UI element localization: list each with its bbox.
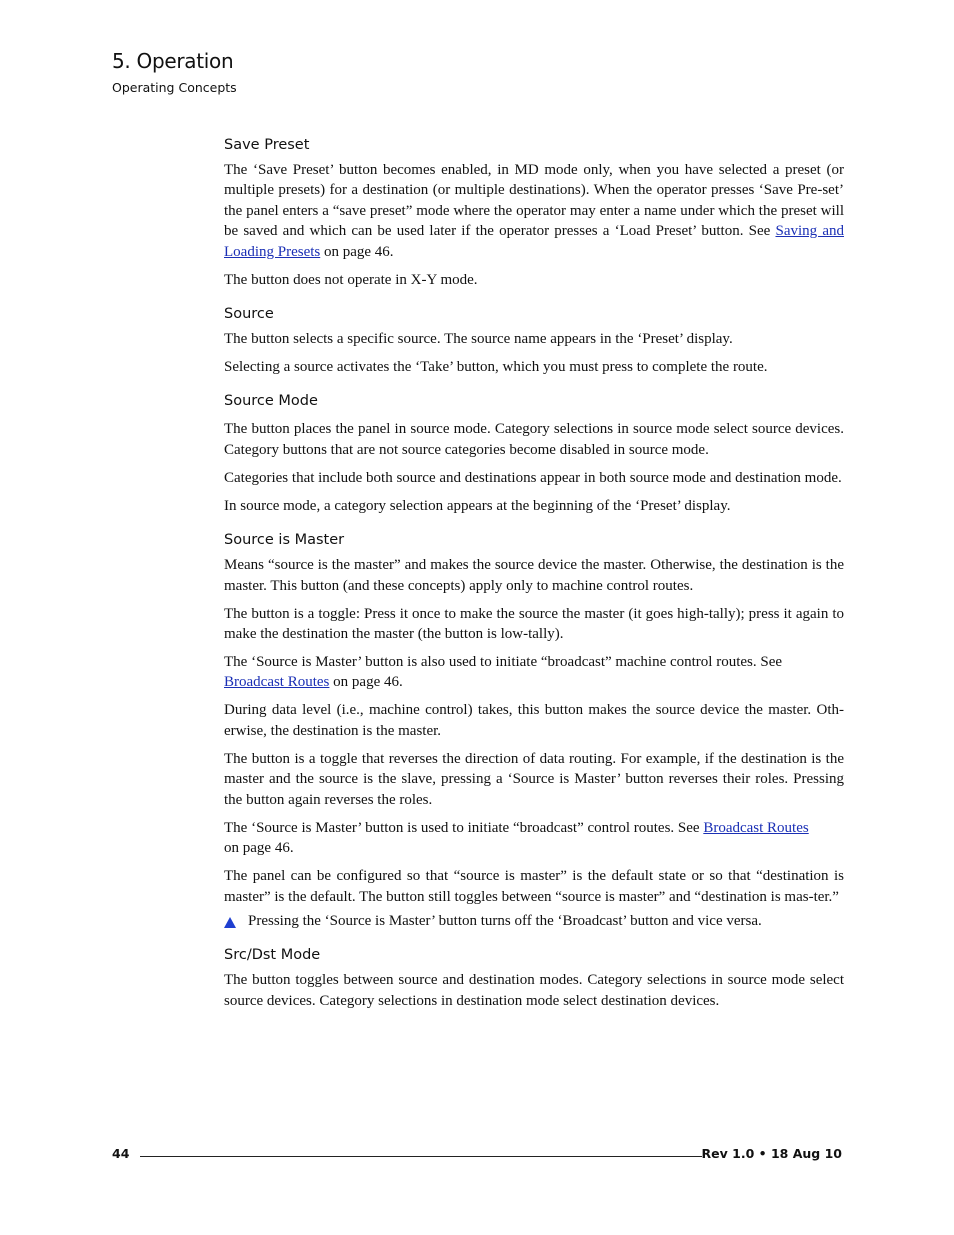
paragraph: The button places the panel in source mode. Category selections in source mode select source devices. Category buttons that are not source categories become disabled in source mode. — [224, 421, 844, 458]
triangle-up-icon — [224, 917, 236, 928]
chapter-title: 5. Operation — [112, 49, 234, 73]
page-footer — [112, 1146, 842, 1166]
section-heading: Source — [224, 306, 274, 323]
section-source-mode — [224, 391, 844, 516]
page-number: 44 — [112, 1146, 130, 1161]
paragraph-text: The ‘Source is Master’ button is also used to initiate “broadcast” machine control routes. See — [224, 654, 783, 671]
paragraph: Means “source is the master” and makes the source device the master. Otherwise, the destination is the master. This button (and these concepts) apply only to machine control routes. — [224, 557, 844, 594]
paragraph-text: The ‘Source is Master’ button is used to initiate “broadcast” control routes. See — [224, 819, 704, 836]
main-content — [224, 135, 844, 1019]
paragraph-text: on page 46. — [320, 243, 394, 260]
paragraph — [224, 818, 844, 859]
section-source — [224, 304, 844, 377]
paragraph: The panel can be configured so that “source is master” is the default state or so that “destination is master” is the default. The button still toggles between “source is master” and “destination is mas-ter.” — [224, 868, 844, 905]
paragraph: During data level (i.e., machine control) takes, this button makes the source device the master. Oth-erwise, the destination is the master. — [224, 702, 844, 739]
section-heading: Save Preset — [224, 137, 310, 153]
footer-divider — [140, 1156, 702, 1157]
note — [224, 911, 844, 931]
paragraph: The button is a toggle: Press it once to make the source the master (it goes high-tally); press it again to make the destination the master (the button is low-tally). — [224, 605, 844, 643]
section-source-is-master — [224, 530, 844, 931]
paragraph: In source mode, a category selection appears at the beginning of the ‘Preset’ display. — [224, 497, 731, 514]
paragraph: The button toggles between source and destination modes. Category selections in source mode select source devices. Category selections in destination mode select destination devices. — [224, 972, 844, 1009]
link-broadcast-routes[interactable]: Broadcast Routes — [703, 819, 809, 836]
paragraph: The button does not operate in X-Y mode. — [224, 271, 478, 288]
link-saving-and-loading-presets[interactable]: Saving and Loading Presets — [224, 223, 844, 260]
link-broadcast-routes[interactable]: Broadcast Routes — [224, 674, 330, 691]
revision-label: Rev 1.0 • 18 Aug 10 — [701, 1146, 842, 1161]
paragraph-text: on page 46. — [329, 674, 403, 691]
note-text: Pressing the ‘Source is Master’ button turns off the ‘Broadcast’ button and vice versa. — [248, 912, 762, 929]
section-heading: Src/Dst Mode — [224, 947, 321, 964]
section-heading: Source Mode — [224, 393, 318, 410]
paragraph-text: on page 46. — [224, 840, 294, 857]
section-save-preset — [224, 135, 844, 290]
paragraph: The button is a toggle that reverses the direction of data routing. For example, if the destination is the master and the source is the slave, pressing a ‘Source is Master’ button reverses their roles. Pressing the button again reverses the roles. — [224, 750, 844, 808]
section-subtitle: Operating Concepts — [112, 80, 237, 95]
paragraph — [224, 160, 844, 262]
paragraph-text: The ‘Save Preset’ button becomes enabled, in MD mode only, when you have selected a preset (or multiple presets) for a destination (or multiple destinations). When the operator presses ‘Save Pre-set’ the panel enters a “save preset” mode where the operator may enter a name under which the preset will be saved and which can be used later if the operator presses a ‘Load Preset’ button. See — [224, 162, 844, 240]
paragraph: Categories that include both source and destinations appear in both source mode and destination mode. — [224, 469, 842, 486]
section-src-dst-mode — [224, 945, 844, 1011]
paragraph — [224, 652, 844, 693]
paragraph: Selecting a source activates the ‘Take’ button, which you must press to complete the route. — [224, 359, 768, 376]
section-heading: Source is Master — [224, 532, 345, 549]
paragraph: The button selects a specific source. The source name appears in the ‘Preset’ display. — [224, 331, 733, 348]
